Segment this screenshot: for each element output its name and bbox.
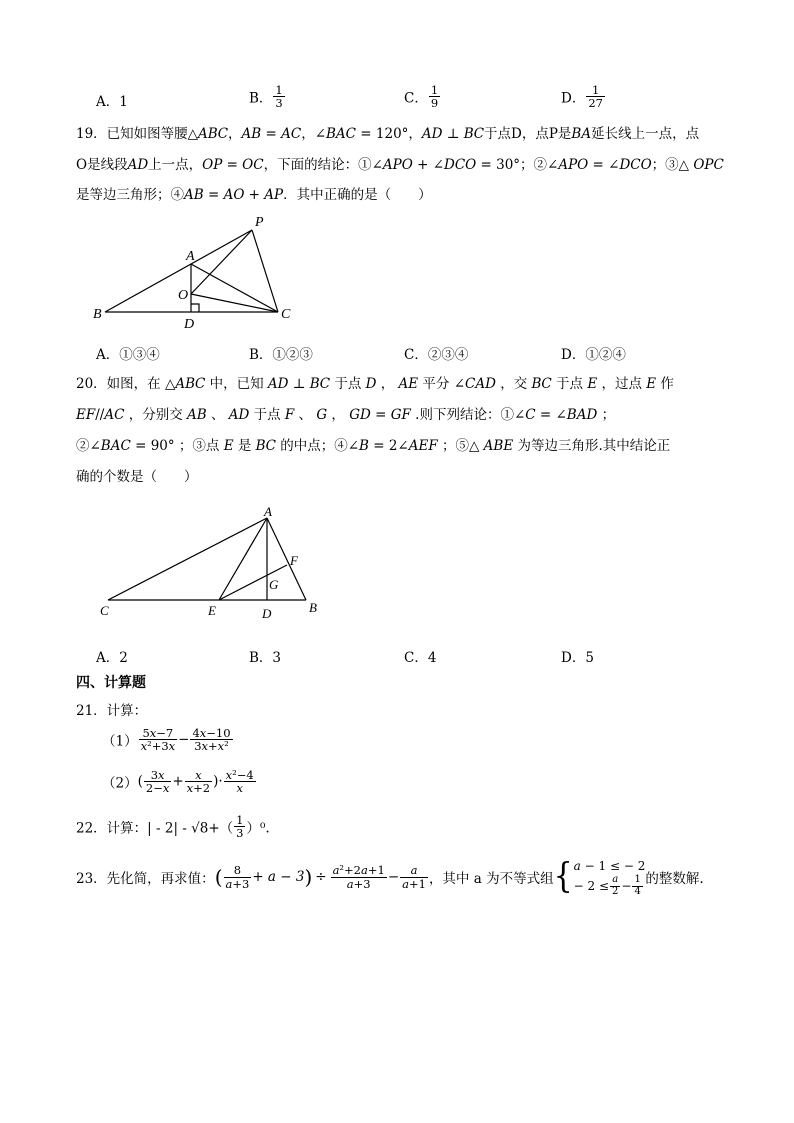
option-label: D． — [561, 90, 586, 107]
q19-stem-line-3: 是等边三角形；④𝐴𝐵 = 𝐴𝑂 + 𝐴𝑃．其中正确的是（ ） — [76, 187, 432, 203]
fraction: $\frac{1}{3}$ — [275, 83, 283, 111]
q20-option-b: B．3 — [249, 650, 282, 666]
point-label-b: B — [309, 600, 317, 615]
inequality-1: 𝑎 − 1 ≤ − 2 — [573, 859, 646, 873]
fraction: $\frac{\text{𝑥²−4}}{\text{𝑥}}$ — [225, 768, 254, 796]
point-label-o: O — [178, 288, 189, 303]
fraction: $\frac{\text{𝑎}}{\text{𝑎+1}}$ — [402, 863, 426, 891]
fraction: $\frac{\text{𝑥}}{\text{𝑥+2}}$ — [186, 768, 211, 796]
point-label-g: G — [269, 577, 279, 592]
paren-close: ) — [304, 865, 313, 889]
fraction: $\frac{1}{3}$ — [236, 813, 244, 841]
fraction: $\frac{\text{𝑎²+2𝑎+1}}{\text{𝑎+3}}$ — [332, 863, 385, 891]
q18-option-c — [404, 84, 441, 109]
q20-stem-line-3: ②∠𝐵𝐴𝐶 = 90° ；③点 𝐸 是 𝐵𝐶 的中点；④∠𝐵 = 2∠𝐴𝐸𝐹 ；⑤△ 𝐴𝐵𝐸 为等边三角形.其中结论正 — [76, 438, 671, 454]
brace-icon: { — [553, 856, 573, 897]
section-title: 四、计算题 — [76, 675, 146, 691]
q21-part-1 — [102, 727, 234, 752]
q23-line — [76, 857, 704, 897]
q22-suffix: ）⁰. — [246, 820, 270, 837]
fraction: $\frac{\text{4𝑥−10}}{\text{3𝑥+𝑥²}}$ — [192, 726, 231, 754]
segment-oc — [191, 294, 278, 312]
q20-stem-line-1: 20．如图，在 △𝐴𝐵𝐶 中，已知 𝐴𝐷 ⊥ 𝐵𝐶 于点 𝐷 ， 𝐴𝐸 平分 ∠𝐶𝐴𝐷 ，交 𝐵𝐶 于点 𝐸 ，过点 𝐸 作 — [76, 376, 674, 392]
fraction: $\frac{\text{5𝑥−7}}{\text{𝑥²+3𝑥}}$ — [140, 726, 176, 754]
operator: − — [178, 731, 190, 748]
point-label-c: C — [281, 307, 291, 322]
segment-op — [191, 230, 252, 294]
q19-stem-line-2: O是线段𝐴𝐷上一点，𝑂𝑃 = 𝑂𝐶，下面的结论：①∠𝐴𝑃𝑂 + ∠𝐷𝐶𝑂 = 30°；②∠𝐴𝑃𝑂 = ∠𝐷𝐶𝑂；③△ 𝑂𝑃𝐶 — [76, 157, 724, 173]
q19-option-c: C．②③④ — [404, 347, 469, 363]
divide-sign: ÷ — [315, 869, 327, 885]
q20-option-c: C．4 — [404, 650, 437, 666]
q21-part-2 — [102, 769, 257, 794]
point-label-d: D — [184, 317, 195, 332]
q20-figure — [96, 502, 336, 627]
fraction: $\frac{1}{27}$ — [588, 83, 603, 111]
option-label: B． — [249, 90, 273, 107]
fraction: $\frac{1}{9}$ — [430, 83, 439, 111]
point-label-b: B — [93, 307, 102, 322]
q22-line — [76, 814, 270, 839]
q21-stem: 21．计算： — [76, 703, 148, 719]
q19-figure — [90, 212, 300, 332]
right-angle-mark — [191, 304, 199, 312]
point-label-f: F — [290, 553, 298, 568]
q19-option-d: D．①②④ — [561, 347, 626, 363]
option-label: C． — [404, 90, 428, 107]
point-label-c: C — [100, 603, 109, 618]
part-label: （1） — [102, 733, 138, 750]
operator: − — [387, 869, 400, 885]
q23-prefix: 23．先化简，再求值： — [76, 871, 215, 887]
q22-prefix: 22．计算：| - 2| - √8+（ — [76, 820, 234, 837]
q18-option-d — [561, 84, 606, 109]
paren-open: ( — [214, 865, 223, 889]
paren-open: ( — [137, 773, 143, 790]
inequality-2: − 2 ≤ $\frac{\text{𝑎}}{2}$ − $\frac{1}{4}$ — [573, 874, 641, 897]
q19-option-a: A．①③④ — [96, 347, 160, 363]
point-label-a: A — [186, 249, 195, 264]
q18-option-b — [249, 84, 286, 109]
point-label-a: A — [264, 504, 272, 519]
part-label: （2） — [102, 775, 138, 792]
q23-tail: 的整数解. — [645, 871, 704, 887]
point-label-e: E — [208, 603, 216, 618]
operator: + — [172, 773, 184, 790]
q18-option-a: A．1 — [96, 94, 128, 110]
q19-option-b: B．①②③ — [249, 347, 313, 363]
q20-stem-line-2: 𝐸𝐹//𝐴𝐶 ，分别交 𝐴𝐵 、 𝐴𝐷 于点 𝐹 、 𝐺 ， 𝐺𝐷 = 𝐺𝐹 .则下列结论：①∠𝐶 = ∠𝐵𝐴𝐷 ； — [76, 407, 616, 423]
q20-stem-line-4: 确的个数是（ ） — [76, 469, 198, 485]
paren-close: )· — [213, 773, 223, 790]
point-label-p: P — [255, 215, 264, 230]
inequality-system — [574, 857, 646, 897]
fraction: $\frac{\text{3𝑥}}{\text{2−𝑥}}$ — [145, 768, 170, 796]
q20-option-d: D．5 — [561, 650, 594, 666]
fraction: $\frac{8}{\text{𝑎+3}}$ — [225, 863, 250, 891]
q23-mid-terms: + 𝑎 − 3 — [252, 869, 305, 885]
q20-option-a: A．2 — [96, 650, 128, 666]
q19-stem-line-1: 19．已知如图等腰△𝐴𝐵𝐶，𝐴𝐵 = 𝐴𝐶，∠𝐵𝐴𝐶 = 120°，𝐴𝐷 ⊥ 𝐵𝐶于点D，点P是𝐵𝐴延长线上一点，点 — [76, 126, 700, 142]
q23-text: ，其中 a 为不等式组 — [428, 871, 554, 887]
point-label-d: D — [262, 606, 272, 621]
